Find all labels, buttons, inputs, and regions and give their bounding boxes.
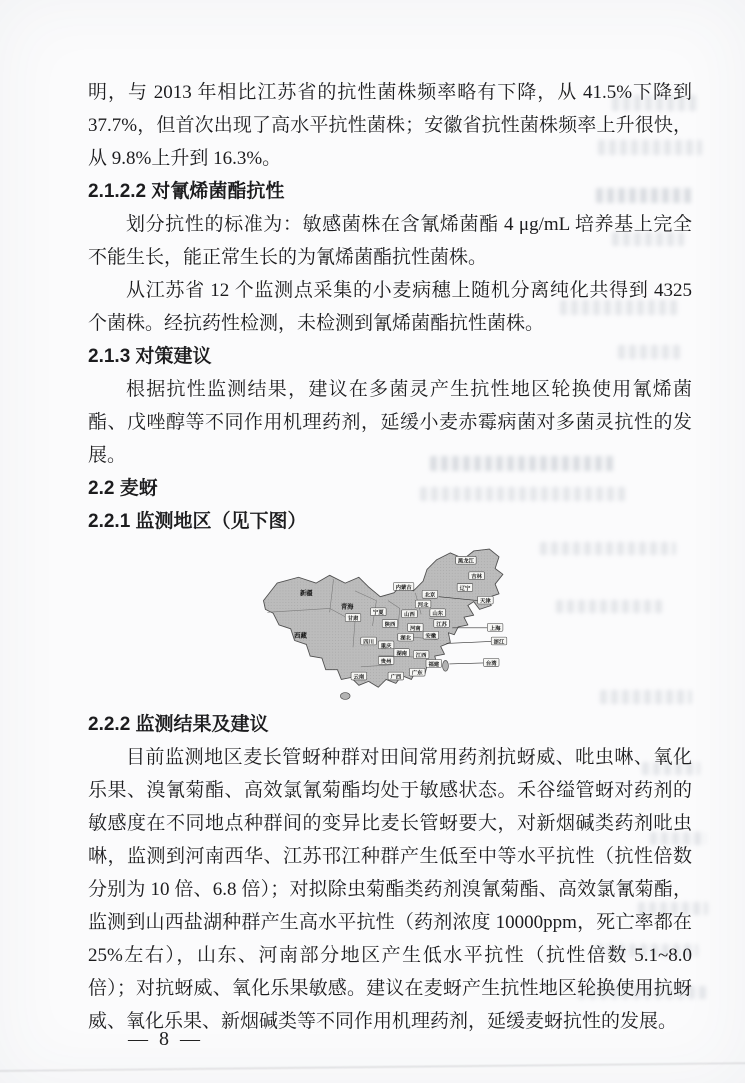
svg-text:宁夏: 宁夏 [372, 610, 384, 617]
map-label [393, 583, 413, 591]
hainan-island [340, 693, 350, 700]
svg-text:安徽: 安徽 [425, 633, 437, 640]
paragraph-continuation: 明，与 2013 年相比江苏省的抗性菌株频率略有下降，从 41.5%下降到 37.7%，但首次出现了高水平抗性菌株；安徽省抗性菌株频率上升很快，从 9.8%上升到 16.3%。 [88, 82, 692, 169]
svg-text:江西: 江西 [415, 653, 427, 660]
svg-text:甘肃: 甘肃 [347, 616, 359, 623]
map-callout-label [483, 659, 499, 667]
svg-text:贵州: 贵州 [380, 658, 392, 665]
svg-text:台湾: 台湾 [485, 660, 497, 667]
text-column [88, 76, 692, 1038]
svg-text:浙江: 浙江 [493, 639, 505, 646]
map-label [361, 637, 377, 645]
map-label [382, 620, 398, 628]
svg-text:广东: 广东 [411, 670, 423, 677]
svg-text:黑龙江: 黑龙江 [457, 558, 474, 565]
map-label [394, 649, 410, 657]
map-label [426, 660, 442, 668]
svg-text:四川: 四川 [363, 639, 374, 646]
map-label: 西藏 [294, 632, 307, 640]
svg-text:云南: 云南 [353, 674, 365, 681]
map-label [409, 668, 425, 676]
svg-text:湖北: 湖北 [400, 635, 411, 642]
map-label [430, 609, 446, 617]
map-callout-label [487, 623, 503, 631]
map-label [351, 672, 367, 680]
svg-text:湖南: 湖南 [396, 651, 408, 658]
china-map [244, 540, 536, 706]
svg-text:上海: 上海 [489, 625, 501, 632]
map-label [371, 608, 387, 616]
heading-2-2: 2.2 麦蚜 [88, 478, 158, 499]
map-label [422, 590, 438, 598]
map-label [378, 657, 394, 665]
paragraph-jiangsu-sampling: 从江苏省 12 个监测点采集的小麦病穗上随机分离纯化共得到 4325 个菌株。经抗药性检测，未检测到氰烯菌酯抗性菌株。 [88, 280, 692, 334]
svg-text:河北: 河北 [417, 602, 429, 609]
map-label: 青海 [340, 603, 354, 611]
svg-text:江苏: 江苏 [436, 621, 447, 628]
svg-text:广西: 广西 [390, 674, 402, 681]
map-label [456, 556, 476, 564]
paragraph-resistance-criteria: 划分抗性的标准为：敏感菌株在含氰烯菌酯 4 μg/mL 培养基上完全不能生长，能正常生长的为氰烯菌酯抗性菌株。 [88, 214, 692, 268]
svg-text:内蒙古: 内蒙古 [395, 584, 412, 591]
heading-2-2-1: 2.2.1 监测地区（见下图） [88, 511, 307, 532]
map-label: 新疆 [299, 589, 313, 597]
map-label [434, 620, 450, 628]
monitoring-region-map-figure [88, 538, 692, 708]
map-label [457, 584, 473, 592]
map-label [469, 572, 485, 580]
paragraph-monitoring-results: 目前监测地区麦长管蚜种群对田间常用药剂抗蚜威、吡虫啉、氧化乐果、溴氰菊酯、高效氯氰菊酯均处于敏感状态。禾谷缢管蚜对药剂的敏感度在不同地点种群间的变异比麦长管蚜要大，对新烟碱类药剂吡虫啉，监测到河南西华、江苏邗江种群产生低至中等水平抗性（抗性倍数分别为 10 倍、6.8 倍）；对拟除虫菊酯类药剂溴氰菊酯、高效氯氰菊酯，监测到山西盐湖种群产生高水平抗性（药剂浓度 10000ppm，死亡率都在 25%左右），山东、河南部分地区产生低水平抗性（抗性倍数 5.1~8.0 倍）；对抗蚜威、氧化乐果敏感。建议在麦蚜产生抗性地区轮换使用抗蚜威、氧化乐果、新烟碱类等不同作用机理药剂，延缓麦蚜抗性的发展。 [88, 747, 692, 1032]
map-halftone-texture [263, 549, 502, 687]
svg-text:吉林: 吉林 [471, 574, 482, 581]
scan-edge-shadow [0, 1062, 745, 1072]
map-label [413, 651, 429, 659]
svg-text:北京: 北京 [424, 592, 436, 599]
map-label [388, 672, 404, 680]
map-label [345, 614, 361, 622]
svg-text:天津: 天津 [480, 598, 491, 605]
map-label [408, 623, 424, 631]
map-label [378, 641, 394, 649]
heading-2-2-2: 2.2.2 监测结果及建议 [88, 714, 269, 735]
map-label [398, 633, 414, 641]
map-callout-label [491, 637, 507, 645]
paragraph-countermeasure-advice: 根据抗性监测结果，建议在多菌灵产生抗性地区轮换使用氰烯菌酯、戊唑醇等不同作用机理药剂，延缓小麦赤霉病菌对多菌灵抗性的发展。 [88, 379, 692, 466]
map-label [423, 631, 439, 639]
svg-text:陕西: 陕西 [384, 621, 396, 628]
svg-text:辽宁: 辽宁 [459, 585, 471, 592]
svg-text:重庆: 重庆 [380, 643, 392, 650]
taiwan-island [443, 660, 449, 671]
svg-text:山西: 山西 [404, 612, 415, 619]
heading-2-1-2-2: 2.1.2.2 对氰烯菌酯抗性 [88, 181, 285, 202]
heading-2-1-3: 2.1.3 对策建议 [88, 346, 212, 367]
svg-text:河南: 河南 [409, 625, 421, 632]
page-number: — 8 — [128, 1028, 203, 1050]
map-label [402, 610, 418, 618]
map-callout-label [478, 596, 494, 604]
map-label [415, 600, 431, 608]
svg-text:山东: 山东 [432, 611, 444, 618]
svg-text:福建: 福建 [428, 661, 440, 668]
